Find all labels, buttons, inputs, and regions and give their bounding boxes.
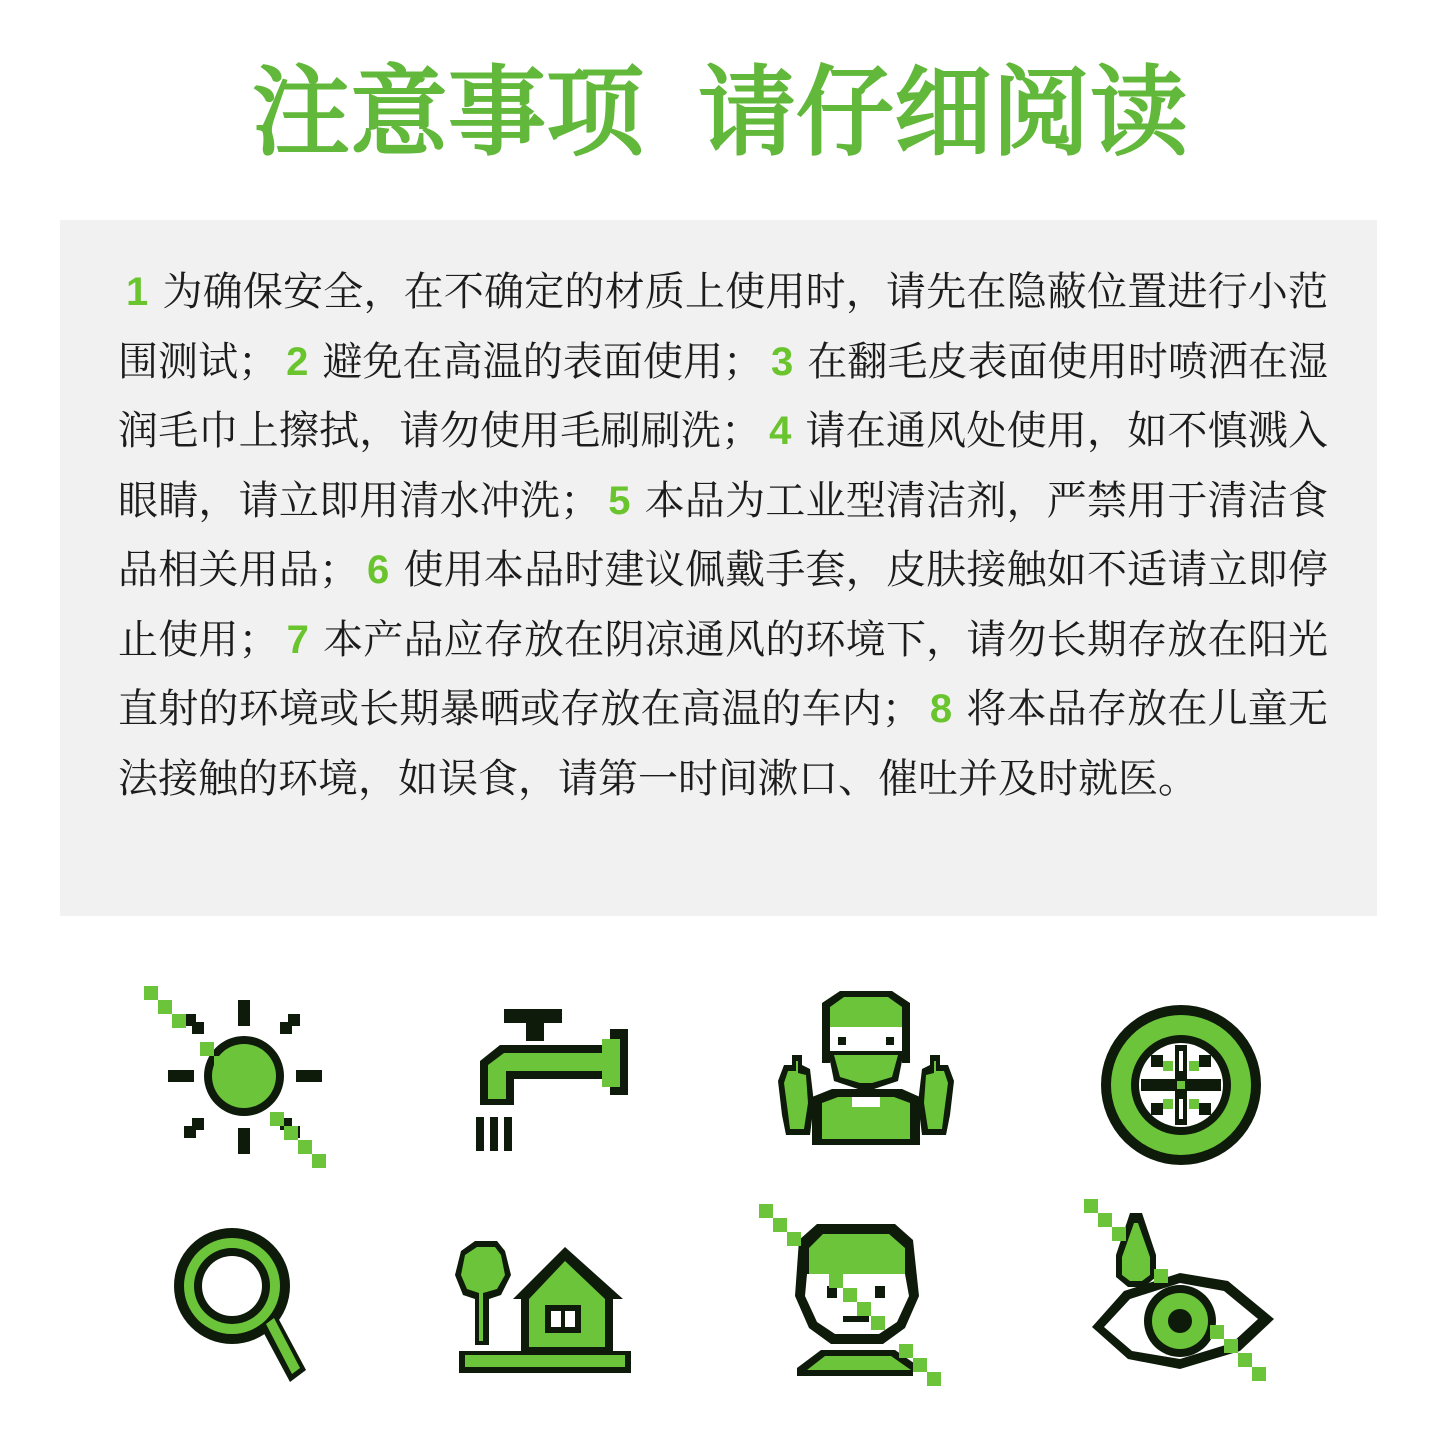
- magnifier-icon: [160, 1220, 360, 1420]
- notice-item: 本产品应存放在阴凉通风的环境下，请勿长期存放在阳光直射的环境或长期暴晒或存放在高温的车内；: [118, 616, 1329, 732]
- notice-item: 避免在高温的表面使用；: [322, 338, 764, 385]
- notice-item: 为确保安全，在不确定的材质上使用时，请先在隐蔽位置进行小范围测试；: [118, 269, 1328, 385]
- notice-box: [60, 220, 1377, 916]
- house-ventilation-icon: [445, 1215, 645, 1415]
- notice-number: 1: [126, 270, 149, 314]
- notice-number: 6: [367, 548, 390, 592]
- page-title: [0, 58, 1440, 168]
- title-part2: 请仔细阅读: [698, 56, 1189, 170]
- title-part1: 注意事项: [251, 56, 644, 170]
- notice-item: 使用本品时建议佩戴手套，皮肤接触如不适请立即停止使用；: [118, 547, 1329, 663]
- notice-item: 将本品存放在儿童无法接触的环境，如误食，请第一时间漱口、催吐并及时就医。: [118, 686, 1329, 802]
- notice-item: 本品为工业型清洁剂，严禁用于清洁食品相关用品；: [118, 477, 1329, 593]
- notice-item: 在翻毛皮表面使用时喷洒在湿润毛巾上擦拭，请勿使用毛刷刷洗；: [118, 338, 1329, 454]
- notice-number: 3: [771, 339, 794, 384]
- notice-number: 2: [286, 339, 309, 384]
- notice-number: 7: [286, 617, 309, 662]
- no-sunlight-icon: [140, 980, 340, 1180]
- water-tap-icon: [460, 995, 660, 1195]
- notice-number: 4: [769, 409, 792, 453]
- notice-text: [118, 258, 1328, 814]
- notice-number: 8: [929, 687, 953, 731]
- notice-item: 请在通风处使用，如不慎溅入眼睛，请立即用清水冲洗；: [118, 408, 1329, 524]
- no-food-icon: [1085, 985, 1285, 1185]
- no-children-icon: [755, 1200, 955, 1400]
- mask-gloves-icon: [770, 985, 970, 1185]
- notice-number: 5: [608, 478, 631, 523]
- no-eye-contact-icon: [1080, 1195, 1280, 1395]
